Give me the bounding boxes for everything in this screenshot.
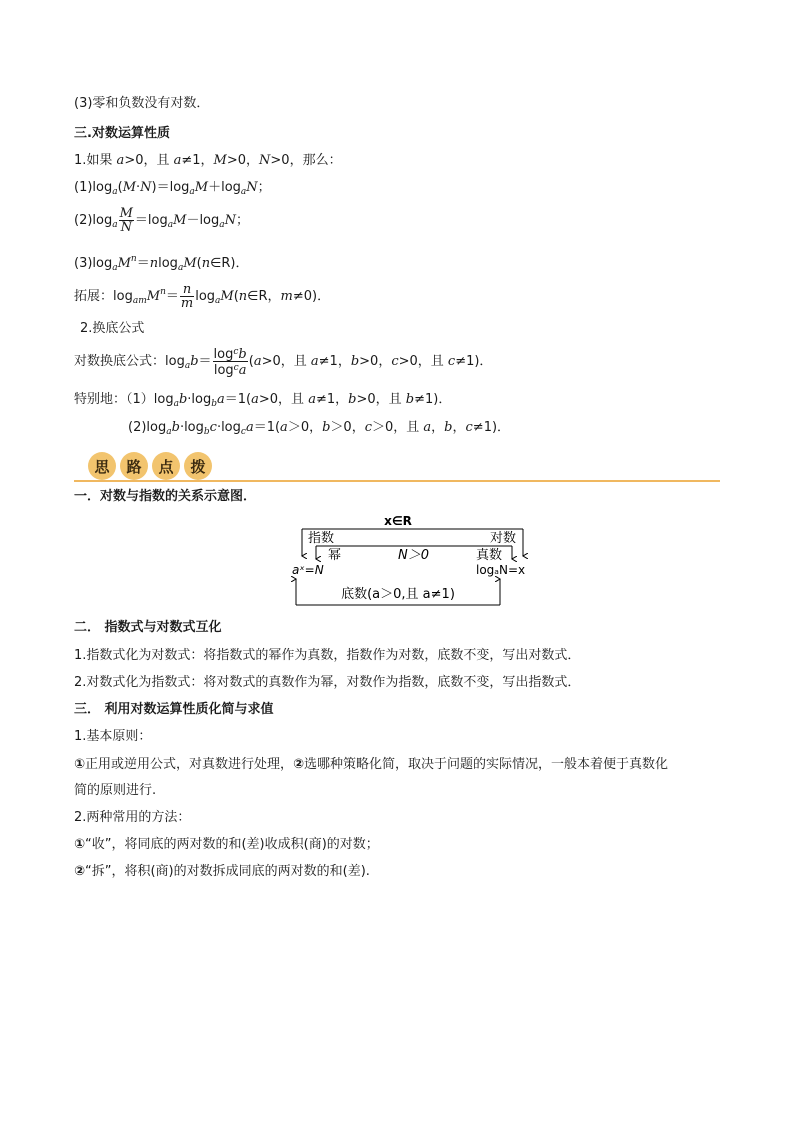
banner-char: 路 bbox=[120, 452, 148, 480]
rule-1: $(1)\log_a(M\cdot N)=\log_aM+\log_aN$； bbox=[74, 180, 271, 197]
method-1 bbox=[74, 837, 379, 853]
section-heading-log-properties: 三.对数运算性质 bbox=[74, 126, 170, 141]
section-heading-conversion: 二． 指数式与对数式互化 bbox=[74, 620, 222, 635]
exp-log-relation-diagram bbox=[290, 512, 530, 608]
principle-part-b: 选哪种策略化简，取决于问题的实际情况，一般本着便于真数化 bbox=[304, 757, 669, 772]
rule-2: $(2)\log_a$ $\frac{M}{N}$ $=\log_aM-\log_aN$； bbox=[74, 206, 250, 235]
banner-char: 拨 bbox=[184, 452, 212, 480]
circled-2: ② bbox=[293, 757, 305, 772]
principle-line-1 bbox=[74, 757, 668, 773]
conversion-p2: 2.对数式化为指数式：将对数式的真数作为幂，对数作为指数，底数不变，写出指数式． bbox=[74, 675, 581, 690]
principle-part-a: 正用或逆用公式，对真数进行处理， bbox=[85, 757, 294, 772]
diagram-left-eq: aˣ=N bbox=[292, 563, 324, 577]
extension-formula: 拓展：$\log_{am}M^n=$ $\frac{n}{m}$ $\log_aM(n\in R$，m≠0)． bbox=[74, 282, 331, 311]
diagram-right-eq: logₐN=x bbox=[476, 563, 526, 577]
subheading-change-of-base: 2.换底公式 bbox=[80, 321, 145, 336]
section-heading-simplify: 三． 利用对数运算性质化简与求值 bbox=[74, 702, 274, 717]
principle-line-2: 简的原则进行. bbox=[74, 783, 157, 798]
diagram-base-label: 底数(a＞0,且 a≠1) bbox=[341, 587, 455, 602]
item-3: (3)零和负数没有对数． bbox=[74, 96, 210, 111]
special-case-2: $(2)\log_ab\cdot\log_bc\cdot\log_ca=1(a>0$，b＞0，c＞0，且 a，b，c≠1)． bbox=[128, 420, 511, 437]
banner-char: 点 bbox=[152, 452, 180, 480]
circled-2: ② bbox=[74, 864, 86, 879]
banner-divider bbox=[74, 480, 720, 482]
diagram-n-gt0: N＞0 bbox=[398, 548, 429, 563]
method-2 bbox=[74, 864, 370, 880]
circled-1: ① bbox=[74, 837, 86, 852]
condition-line: 1.如果 a>0，且 a≠1，M>0，N>0，那么： bbox=[74, 153, 342, 168]
diagram-heading: 一．对数与指数的关系示意图． bbox=[74, 489, 257, 504]
circled-1: ① bbox=[74, 757, 86, 772]
diagram-mi: 幂 bbox=[328, 548, 342, 563]
conversion-p1: 1.指数式化为对数式：将指数式的幂作为真数，指数作为对数，底数不变，写出对数式． bbox=[74, 648, 581, 663]
methods-heading: 2.两种常用的方法： bbox=[74, 810, 191, 825]
banner-char: 思 bbox=[88, 452, 116, 480]
special-case-1: 特别地：$(1)\log_ab\cdot\log_ba=1(a>0$，且 a≠1，b>0，且 b≠1)． bbox=[74, 392, 452, 409]
section-banner bbox=[88, 452, 212, 480]
diagram-zhenshu: 真数 bbox=[476, 548, 503, 563]
method-2-text: “拆”，将积(商)的对数拆成同底的两对数的和(差). bbox=[85, 864, 370, 879]
diagram-left-top: 指数 bbox=[308, 531, 335, 546]
diagram-right-top: 对数 bbox=[490, 531, 517, 546]
method-1-text: “收”，将同底的两对数的和(差)收成积(商)的对数； bbox=[85, 837, 379, 852]
basic-principle: 1.基本原则： bbox=[74, 729, 152, 744]
diagram-top-label: x∈R bbox=[384, 514, 412, 528]
change-of-base-formula: 对数换底公式：$\log_ab=$ $\frac{\log^cb}{\log^ca}$ (a>0，且 a≠1，b>0，c>0，且 c≠1)． bbox=[74, 347, 493, 378]
rule-3: $(3)\log_aM^n=nlog_aM(n\in R)$． bbox=[74, 254, 249, 273]
